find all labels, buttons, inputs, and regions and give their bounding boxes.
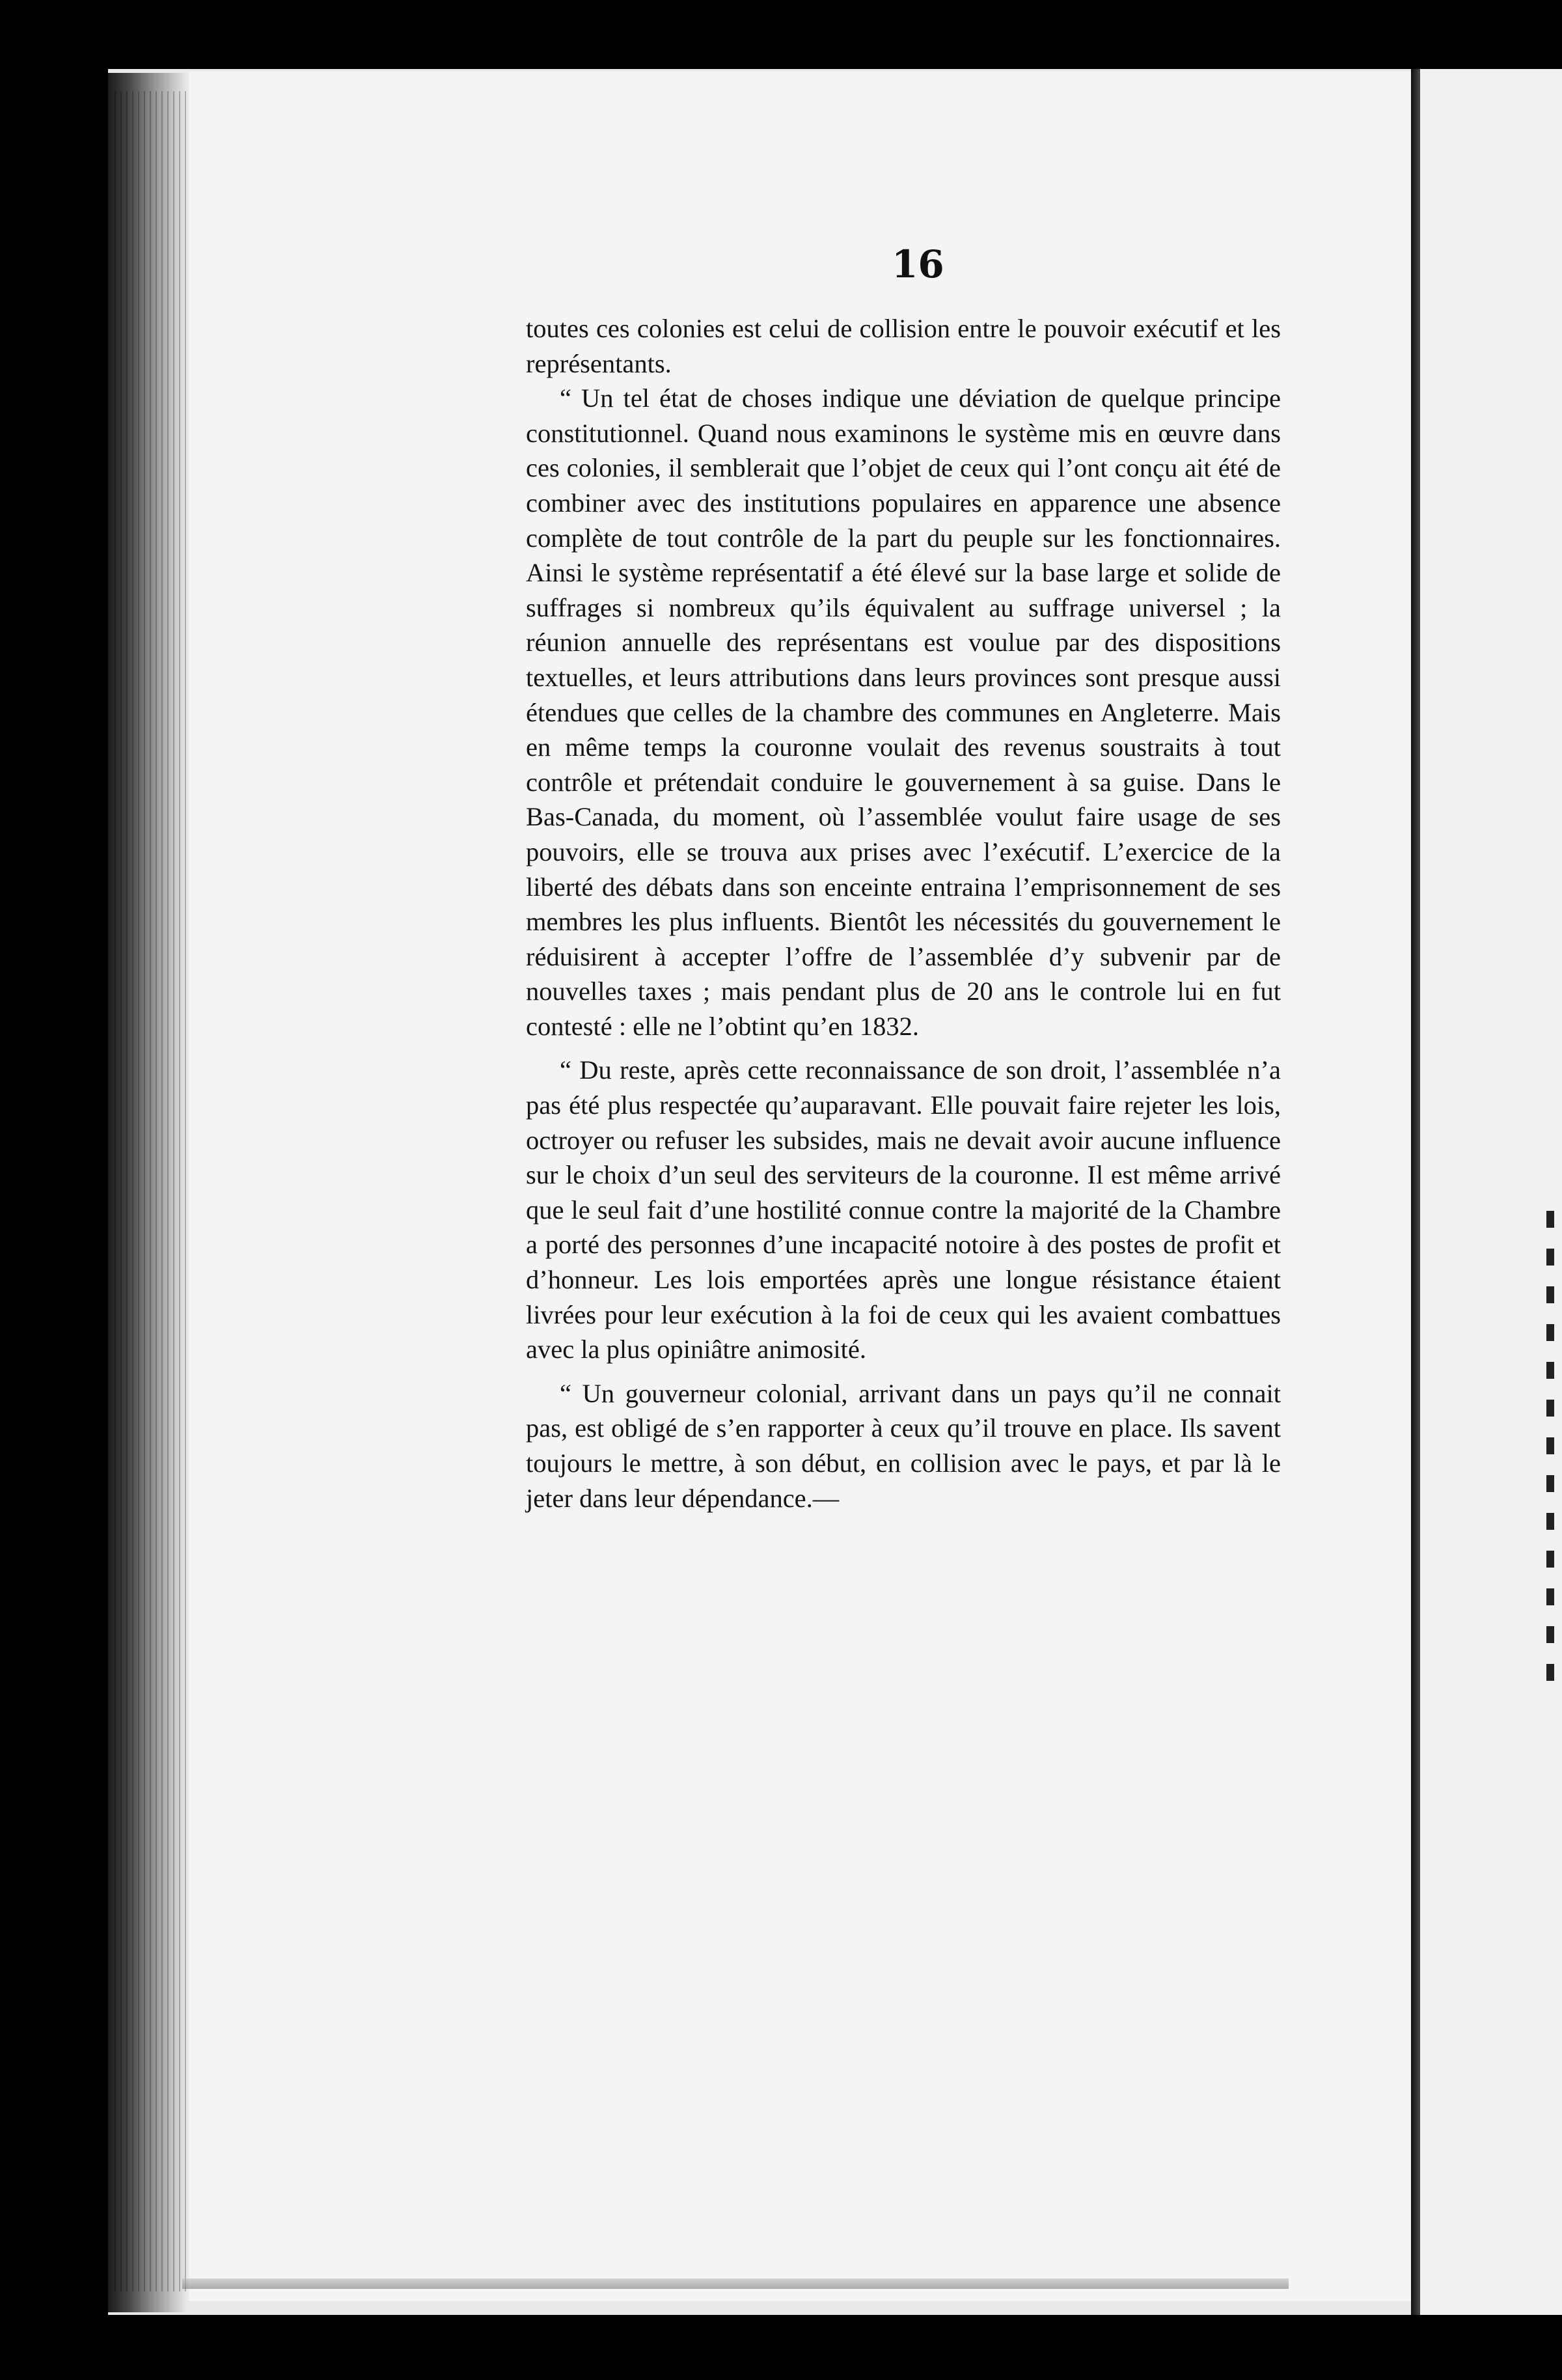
paragraph-quote-1: “ Un tel état de choses indique une déviation de quelque principe constitutionnel. Quand nous examinons le système mis en œuvre dans ces colonies, il semblerait que l’objet de ceux qui l’ont conçu ait été de combiner avec des institutions populaires en apparence une absence complète de tout contrôle de la part du peuple sur les fonctionnaires. Ainsi le système représentatif a été élevé sur la base large et solide de suffrages si nombreux qu’ils équivalent au suffrage universel ; la réunion annuelle des représentans est voulue par des dispositions textuelles, et leurs attributions dans leurs provinces sont presque aussi étendues que celles de la chambre des communes en Angleterre. Mais en même temps la couronne voulait des revenus soustraits à tout contrôle et prétendait conduire le gouvernement à sa guise. Dans le Bas-Canada, du moment, où l’assemblée voulut faire usage de ses pouvoirs, elle se trouva aux prises avec l’exécutif. L’exercice de la liberté des débats dans son enceinte entraina l’emprisonnement de ses membres les plus influents. Bientôt les nécessités du gouvernement le réduisirent à accepter l’offre de l’assemblée d’y subvenir par de nouvelles taxes ; mais pendant plus de 20 ans le controle lui en fut contesté : elle ne l’obtint qu’en 1832. — [526, 383, 1281, 1041]
page-number: 16 — [892, 242, 944, 286]
paragraph-quote-2: “ Du reste, après cette reconnaissance de son droit, l’assemblée n’a pas été plus respectée qu’auparavant. Elle pouvait faire rejeter les lois, octroyer ou refuser les subsides, mais ne devait avoir aucune influence sur le choix d’un seul des serviteurs de la couronne. Il est même arrivé que le seul fait d’une hostilité connue contre la majorité de la Chambre a porté des personnes d’une incapacité notoire à des postes de profit et d’honneur. Les lois emportées après une longue résistance étaient livrées pour leur exécution à la foi de ceux qui les avaient combattues avec la plus opiniâtre animosité. — [526, 1055, 1281, 1364]
paragraph-quote-3: “ Un gouverneur colonial, arrivant dans un pays qu’il ne connait pas, est obligé de s’en rapporter à ceux qu’il trouve en place. Ils savent toujours le mettre, à son début, en collision avec le pays, et par là le jeter dans leur dépendance.— — [526, 1378, 1281, 1513]
page-bottom-edge — [182, 2278, 1289, 2289]
right-page-text-fragments — [1546, 1211, 1554, 1693]
right-neighbouring-page — [1420, 69, 1562, 2315]
paragraph-continuation: toutes ces colonies est celui de collision entre le pouvoir exécutif et les représentants. — [526, 314, 1281, 378]
gutter-page-edges — [115, 91, 186, 2291]
body-text — [526, 311, 1281, 1515]
